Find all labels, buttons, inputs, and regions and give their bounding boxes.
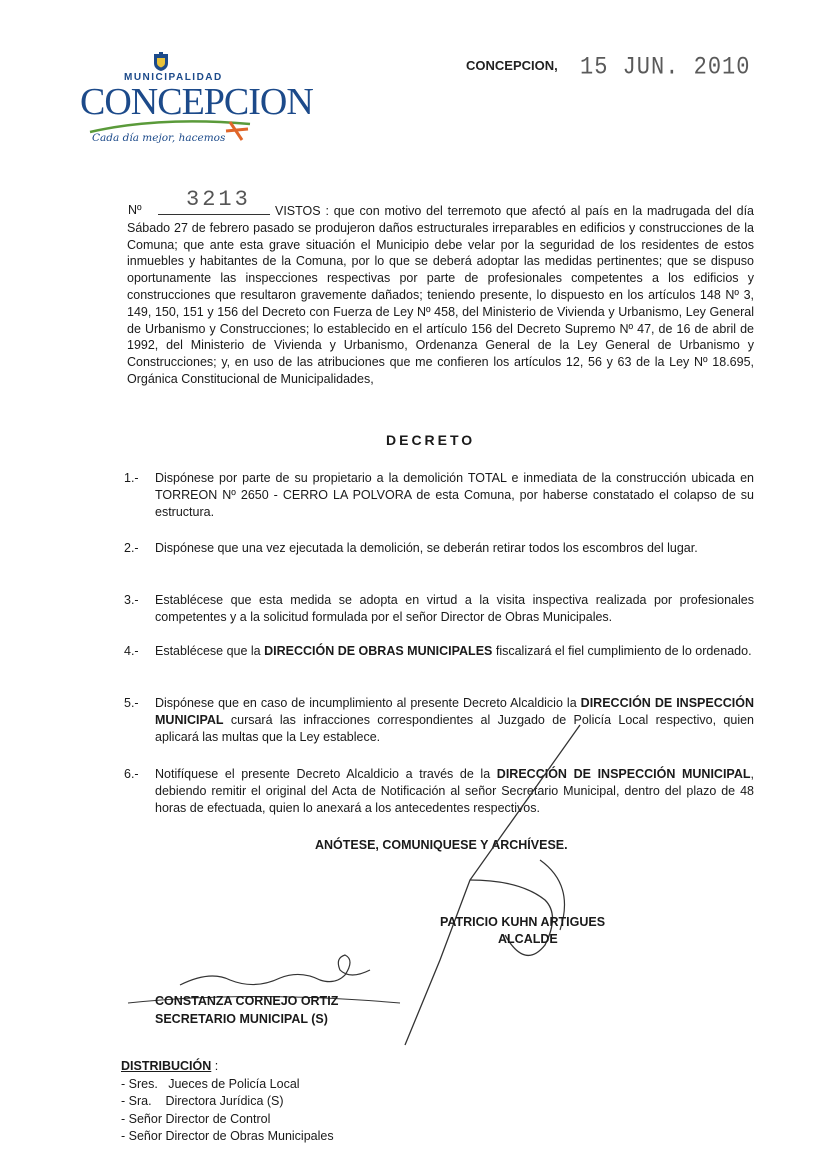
item-number: 1.- <box>124 471 139 485</box>
distribution-item: - Sres. Jueces de Policía Local <box>121 1076 300 1091</box>
decree-number: 3213 <box>186 187 251 212</box>
item-number: 2.- <box>124 541 139 555</box>
secretary-title: SECRETARIO MUNICIPAL (S) <box>155 1012 328 1026</box>
secretary-name: CONSTANZA CORNEJO ORTIZ <box>155 994 339 1008</box>
decree-number-label: Nº <box>128 203 142 217</box>
distribution-colon: : <box>211 1059 219 1073</box>
item-text <box>155 540 754 557</box>
coat-of-arms-icon <box>152 52 170 72</box>
item-text <box>155 643 754 660</box>
item-text-bold: DIRECCIÓN DE OBRAS MUNICIPALES <box>264 644 493 658</box>
item-text <box>155 470 754 520</box>
distribution-item: - Señor Director de Obras Municipales <box>121 1129 334 1143</box>
item-number: 4.- <box>124 644 139 658</box>
item-text <box>155 766 754 816</box>
item-text-part: , debiendo remitir el original del Acta de Notificación al señor Secretario Municipal, dentro del plazo de 48 horas de efectuada, quien lo anexará a los antecedentes respectivos. <box>155 767 754 815</box>
item-text-part: fiscalizará el fiel cumplimiento de lo ordenado. <box>492 644 752 658</box>
distribution-heading: DISTRIBUCIÓN <box>121 1059 212 1073</box>
item-text-bold: DIRECCIÓN DE INSPECCIÓN MUNICIPAL <box>496 767 751 781</box>
item-text-part: Dispónese que en caso de incumplimiento al presente Decreto Alcaldicio la <box>155 696 581 710</box>
secretary-signature-stroke <box>180 955 370 985</box>
secretary-signature-block <box>155 992 338 1028</box>
distribution-block <box>121 1058 334 1146</box>
logo-slogan: Cada día mejor, hacemos <box>92 132 226 144</box>
item-text-part: Establécese que esta medida se adopta en virtud a la visita inspectiva realizada por profesionales competentes y a la solicitud formulada por el señor Director de Obras Municipales. <box>155 593 754 624</box>
item-text <box>155 592 754 626</box>
decree-heading: DECRETO <box>386 432 476 448</box>
closing-formula: ANÓTESE, COMUNIQUESE Y ARCHÍVESE. <box>315 838 568 852</box>
logo-city-name: CONCEPCION <box>80 81 313 123</box>
municipality-logo <box>80 52 313 152</box>
item-text-part: Dispónese que una vez ejecutada la demolición, se deberán retirar todos los escombros del lugar. <box>155 541 698 555</box>
distribution-item: - Señor Director de Control <box>121 1111 271 1126</box>
logo-municipality-label: MUNICIPALIDAD <box>124 72 223 83</box>
mayor-title: ALCALDE <box>498 932 558 946</box>
item-text-part: Dispónese por parte de su propietario a la demolición TOTAL e inmediata de la construcción ubicada en TORREON Nº 2650 - CERRO LA POLVORA de esta Comuna, por haberse constatado el colapso de su estructura. <box>155 471 754 519</box>
item-text-bold: DIRECCIÓN DE INSPECCIÓN MUNICIPAL <box>155 696 754 727</box>
item-text <box>155 695 754 745</box>
distribution-item: - Sra. Directora Jurídica (S) <box>121 1094 284 1108</box>
mayor-name: PATRICIO KUHN ARTIGUES <box>440 915 606 929</box>
item-number: 6.- <box>124 767 139 781</box>
date-stamp: 15 JUN. 2010 <box>580 53 751 82</box>
mayor-signature-block <box>440 914 605 948</box>
vistos-paragraph: VISTOS : que con motivo del terremoto que afectó al país en la madrugada del día Sábado 27 de febrero pasado se produjeron daños estructurales irreparables en edificios y construcciones de la Comuna; que ante esta grave situación el Municipio debe velar por la seguridad de los residentes de estos inmuebles y habitantes de la Comuna, por lo que se deberá adoptar las medidas pertinentes; que se dispuso oportunamente las inspecciones respectivas por parte de profesionales competentes a los edificios y construcciones que resultaron gravemente dañados; teniendo presente, lo dispuesto en los artículos 148 Nº 3, 149, 150, 151 y 156 del Decreto con Fuerza de Ley Nº 458, del Ministerio de Vivienda y Urbanismo, Ley General de Urbanismo y Construcciones; lo establecido en el artículo 156 del Decreto Supremo Nº 47, de 16 de abril de 1992, del Ministerio de Vivienda y Urbanismo, Ordenanza General de la Ley General de Urbanismo y Construcciones; y, en uso de las atribuciones que me confieren los artículos 12, 56 y 63 de la Ley Nº 18.695, Orgánica Constitucional de Municipalidades, <box>127 204 754 386</box>
item-number: 3.- <box>124 593 139 607</box>
item-number: 5.- <box>124 696 139 710</box>
item-text-part: cursará las infracciones correspondientes al Juzgado de Policía Local respectivo, quien aplicará las multas que la Ley establece. <box>155 712 754 744</box>
item-text-part: Establécese que la <box>155 644 265 658</box>
item-text-part: Notifíquese el presente Decreto Alcaldicio a través de la <box>155 767 497 781</box>
date-city-label: CONCEPCION, <box>466 58 558 73</box>
